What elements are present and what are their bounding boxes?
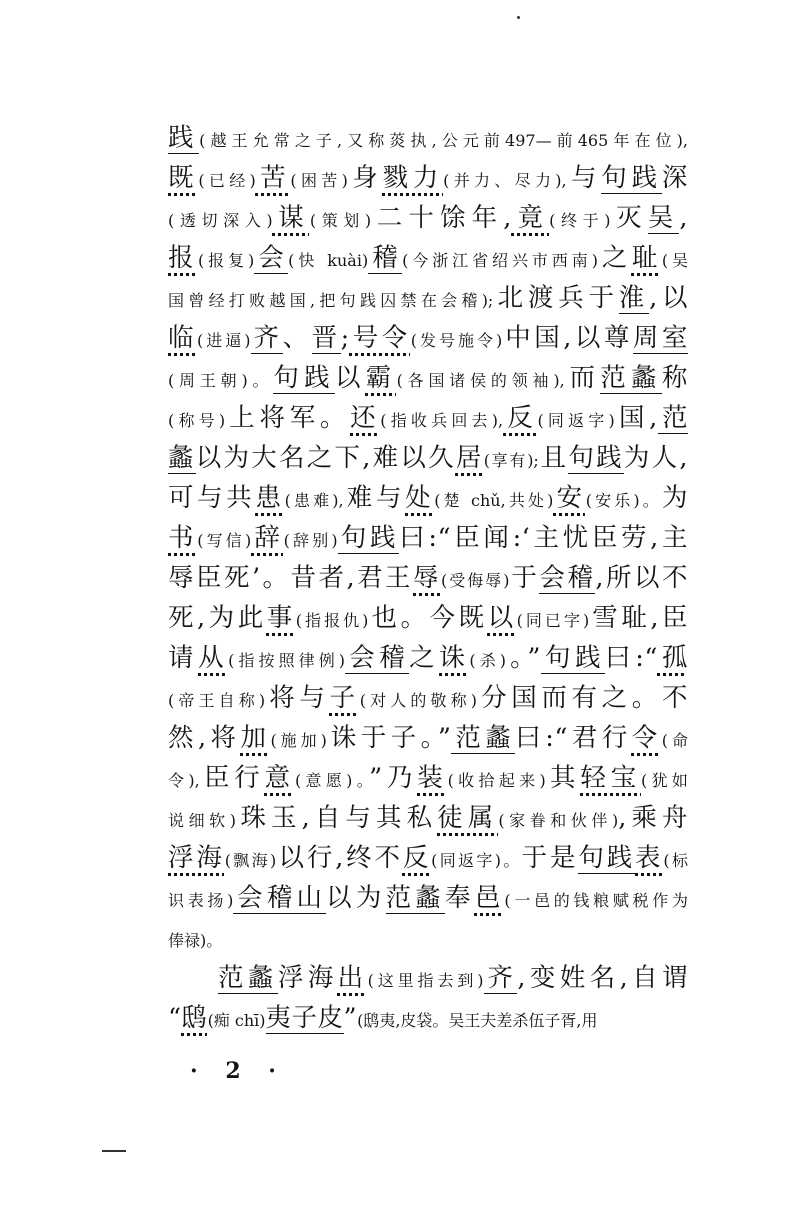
proper-name-text: 会稽 [345, 643, 410, 673]
keyword-text: 出 [337, 963, 368, 993]
annotation-text: (享有); [483, 451, 539, 470]
scan-mark-rule [102, 1150, 126, 1152]
proper-name-text: 吴 [647, 203, 680, 233]
text-segment: 请 [168, 643, 199, 673]
keyword-text: 装 [417, 763, 448, 793]
text-segment: ,所以不 [595, 563, 688, 593]
text-segment: ,以 [649, 283, 688, 313]
keyword-text: 反 [402, 843, 432, 873]
text-line [168, 438, 688, 478]
keyword-text: 辱 [413, 563, 442, 593]
text-segment: 分国而有之。不 [477, 683, 688, 713]
text-segment: ” [369, 763, 383, 793]
text-line [168, 518, 688, 558]
text-segment: 深 [661, 163, 688, 193]
proper-name-text: 范蠡 [600, 363, 662, 393]
text-segment: 身 [347, 163, 383, 193]
annotation-text: (施加) [270, 731, 327, 750]
text-segment: 可与共 [168, 483, 256, 513]
annotation-text: (帝王自称) [168, 691, 266, 710]
text-segment: 乃 [382, 763, 418, 793]
keyword-text: 从 [198, 643, 229, 673]
text-segment: 为 [661, 483, 688, 513]
annotation-text: (标 [663, 851, 688, 870]
text-line [168, 478, 688, 518]
proper-name-text: 范 [657, 403, 688, 433]
annotation-text: (犹如 [641, 771, 688, 790]
keyword-text: 书 [168, 523, 198, 553]
keyword-text: 徒属 [437, 803, 499, 833]
annotation-text: (杀) [469, 651, 507, 670]
keyword-text: 邑 [474, 883, 505, 913]
proper-name-text: 践 [168, 123, 200, 153]
text-segment: 灭 [610, 203, 648, 233]
text-segment: 、 [282, 323, 312, 353]
proper-name-text: 会 [254, 243, 289, 273]
text-segment: 且 [538, 443, 569, 473]
keyword-text: 孤 [657, 643, 688, 673]
proper-name-text: 齐 [250, 323, 283, 353]
text-segment: 而 [564, 363, 601, 393]
annotation-text: (策划) [309, 211, 372, 230]
annotation-text: (终于) [549, 211, 611, 230]
keyword-text: 事 [266, 603, 296, 633]
annotation-text: (患难), [284, 491, 344, 510]
proper-name-text: 齐 [483, 963, 518, 993]
text-segment: 二十馀年, [371, 203, 512, 233]
annotation-text: (发号施令) [410, 331, 503, 350]
keyword-text: 谋 [272, 203, 310, 233]
annotation-text: (意愿)。 [294, 771, 370, 790]
text-segment: 之 [597, 243, 632, 273]
keyword-text: 耻 [631, 243, 662, 273]
text-line [168, 358, 688, 398]
text-segment: 于是 [521, 843, 579, 873]
annotation-text: (鸱夷,皮袋。吴王夫差杀伍子胥,用 [357, 1011, 598, 1030]
annotation-text: (越王允常之子,又称菼执,公元前497—前465年在位), [199, 131, 688, 150]
text-segment: 上将军。 [225, 403, 351, 433]
text-segment: 将与 [265, 683, 330, 713]
annotation-text: (痴 chī) [207, 1011, 266, 1030]
text-segment: 其 [545, 763, 581, 793]
keyword-text: 浮海 [168, 843, 225, 873]
annotation-text: (各国诸侯的领袖), [396, 371, 565, 390]
annotation-text: (指收兵回去), [380, 411, 504, 430]
keyword-text: 患 [255, 483, 285, 513]
text-segment: 与 [566, 163, 602, 193]
annotation-text: (对人的敬称) [359, 691, 477, 710]
text-segment: ; [340, 323, 350, 353]
text-line [168, 118, 688, 158]
text-segment: 难与 [343, 483, 406, 513]
text-segment: 之 [409, 643, 440, 673]
annotation-text: (辞别) [283, 531, 338, 550]
proper-name-text: 句践 [540, 643, 606, 673]
text-line [168, 238, 688, 278]
text-segment: 奉 [444, 883, 475, 913]
text-segment: 为人, [623, 443, 688, 473]
keyword-text: 表 [635, 843, 664, 873]
annotation-text: (吴 [661, 251, 688, 270]
text-segment: 以 [334, 363, 366, 393]
text-segment: ,变姓名,自谓 [517, 963, 688, 993]
text-segment: 于 [509, 563, 540, 593]
proper-name-text: 稽 [368, 243, 403, 273]
annotation-text: (指报仇) [295, 611, 369, 630]
annotation-text: (指按照律例) [228, 651, 346, 670]
proper-name-text: 会稽 [539, 563, 596, 593]
proper-name-text: 蠡 [168, 443, 196, 473]
keyword-text: 令 [631, 723, 662, 753]
annotation-text: (快 kuài) [288, 251, 369, 270]
keyword-text: 意 [264, 763, 295, 793]
proper-name-text: 句践 [337, 523, 400, 553]
proper-name-text: 范蠡 [385, 883, 445, 913]
text-line [168, 198, 688, 238]
keyword-text: 居 [455, 443, 484, 473]
text-segment: 然,将 [168, 723, 241, 753]
text-segment: 辱臣死’。昔者,君王 [168, 563, 414, 593]
text-line [168, 638, 688, 678]
text-segment: ,乘舟 [618, 803, 688, 833]
annotation-text: (飘海) [224, 851, 277, 870]
text-segment: 中国,以尊 [502, 323, 633, 353]
annotation-text: (称号) [168, 411, 226, 430]
text-segment: 以为 [326, 883, 386, 913]
annotation-text: (并力、尽力), [443, 171, 567, 190]
text-segment: 国, [614, 403, 658, 433]
text-segment: 死,为此 [168, 603, 267, 633]
keyword-text: 霸 [365, 363, 397, 393]
text-line [168, 838, 688, 878]
text-segment: ” [343, 1003, 358, 1033]
text-line [168, 718, 688, 758]
annotation-text: (安乐)。 [585, 491, 662, 510]
annotation-text: 令), [168, 771, 200, 790]
annotation-text: (周王朝)。 [168, 371, 274, 390]
text-line [168, 318, 688, 358]
text-segment: 北渡兵于 [493, 283, 619, 313]
annotation-text: (受侮辱) [441, 571, 510, 590]
proper-name-text: 淮 [618, 283, 650, 313]
text-segment: 雪耻,臣 [589, 603, 688, 633]
keyword-text: 鸱 [181, 1003, 208, 1033]
annotation-text: 识表扬) [168, 891, 234, 910]
annotation-text: (同已字) [516, 611, 590, 630]
keyword-text: 报 [168, 243, 198, 273]
text-segment: 。” [506, 643, 541, 673]
scan-speck [517, 16, 520, 19]
annotation-text: (透切深入) [168, 211, 273, 230]
text-line [168, 398, 688, 438]
proper-name-text: 会稽山 [233, 883, 327, 913]
page-number: · 2 · [190, 1058, 286, 1084]
keyword-text: 反 [503, 403, 538, 433]
text-line [168, 798, 688, 838]
text-line [168, 758, 688, 798]
proper-name-text: 周室 [632, 323, 688, 353]
text-segment: 臣行 [199, 763, 265, 793]
text-segment: 曰:“君行 [515, 723, 632, 753]
keyword-text: 轻宝 [580, 763, 642, 793]
keyword-text: 临 [168, 323, 198, 353]
keyword-text: 子 [329, 683, 360, 713]
text-segment: 称 [661, 363, 688, 393]
keyword-text: 安 [553, 483, 586, 513]
text-line [168, 678, 688, 718]
keyword-text: 处 [405, 483, 435, 513]
text-segment: 曰:“ [605, 643, 658, 673]
text-line [168, 558, 688, 598]
keyword-text: 既 [168, 163, 199, 193]
proper-name-text: 范蠡 [218, 963, 278, 993]
text-line [168, 878, 688, 918]
text-line [168, 918, 688, 958]
annotation-text: (这里指去到) [367, 971, 484, 990]
annotation-text: (进逼) [197, 331, 251, 350]
text-segment: 曰:“臣闻:‘主忧臣劳,主 [399, 523, 688, 553]
text-line [168, 958, 688, 998]
annotation-text: (命 [661, 731, 688, 750]
proper-name-text: 范蠡 [451, 723, 516, 753]
text-segment: “ [168, 1003, 182, 1033]
annotation-text: (今浙江省绍兴市西南) [402, 251, 598, 270]
keyword-text: 竟 [511, 203, 550, 233]
keyword-text: 加 [240, 723, 271, 753]
text-segment: 以行,终不 [276, 843, 403, 873]
annotation-text: (困苦) [290, 171, 348, 190]
annotation-text: (同返字) [537, 411, 615, 430]
text-line [168, 278, 688, 318]
text-segment: 浮海 [277, 963, 338, 993]
annotation-text: 国曾经打败越国,把句践囚禁在会稽); [168, 291, 494, 310]
text-line [168, 998, 688, 1038]
text-segment: 也。今既 [368, 603, 488, 633]
proper-name-text: 句践 [273, 363, 335, 393]
text-segment: , [679, 203, 688, 233]
proper-name-text: 晋 [311, 323, 341, 353]
annotation-text: (楚 chǔ,共处) [434, 491, 554, 510]
annotation-text: (收拾起来) [447, 771, 546, 790]
text-line [168, 598, 688, 638]
proper-name-text: 夷子皮 [265, 1003, 344, 1033]
annotation-text: 说细软) [168, 811, 236, 830]
annotation-text: 俸禄)。 [168, 931, 223, 950]
keyword-text: 苦 [255, 163, 291, 193]
text-segment: 珠玉,自与其私 [235, 803, 438, 833]
annotation-text: (家眷和伙伴) [498, 811, 619, 830]
keyword-text: 辞 [251, 523, 284, 553]
text-segment: 诛于子。” [326, 723, 452, 753]
proper-name-text: 句践 [601, 163, 662, 193]
annotation-text: (同返字)。 [431, 851, 522, 870]
keyword-text: 戮力 [382, 163, 444, 193]
keyword-text: 以 [487, 603, 517, 633]
annotation-text: (报复) [197, 251, 255, 270]
text-segment: 以为大名之下,难以久 [195, 443, 456, 473]
keyword-text: 还 [350, 403, 381, 433]
annotation-text: (写信) [197, 531, 252, 550]
annotation-text: (已经) [198, 171, 256, 190]
proper-name-text: 句践 [568, 443, 624, 473]
proper-name-text: 句践 [578, 843, 636, 873]
keyword-text: 诛 [439, 643, 470, 673]
text-line [168, 158, 688, 198]
keyword-text: 号令 [349, 323, 411, 353]
main-text-block [168, 118, 688, 1038]
annotation-text: (一邑的钱粮赋税作为 [504, 891, 688, 910]
